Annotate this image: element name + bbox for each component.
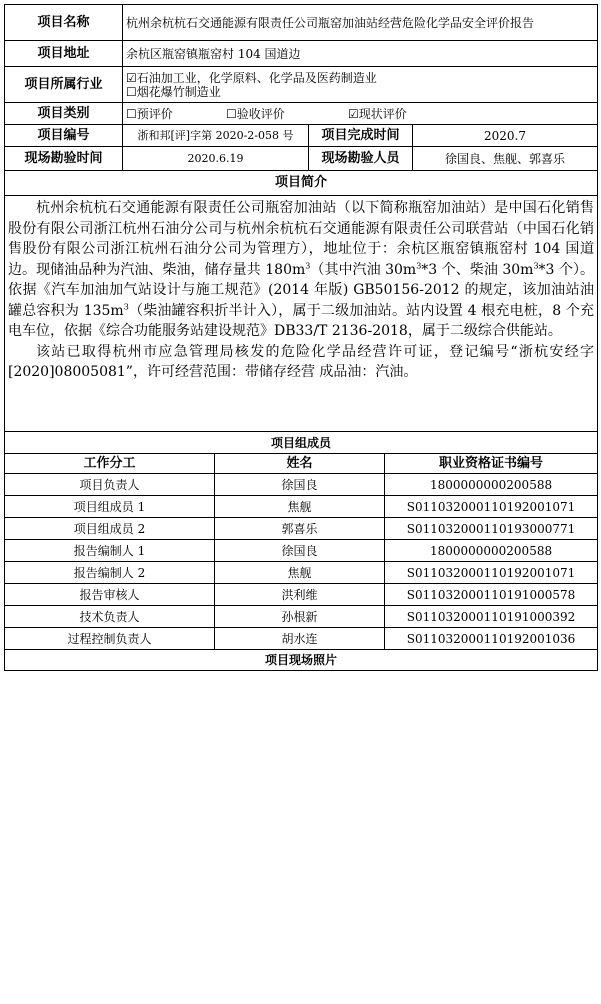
- project-type-label: 项目类别: [5, 103, 123, 125]
- project-info-table: [4, 4, 598, 432]
- members-header-cert: 职业资格证书编号: [385, 454, 598, 474]
- survey-time-value: 2020.6.19: [123, 147, 309, 171]
- table-row: 项目负责人 徐国良 1800000000200588: [5, 474, 598, 496]
- document-page: [4, 4, 597, 671]
- type-option-acceptance: ☐验收评价: [226, 106, 285, 121]
- project-number-value: 浙和邦[评]字第 2020-2-058 号: [123, 125, 309, 147]
- type-option-pre: ☐预评价: [126, 106, 173, 121]
- intro-title: 项目简介: [5, 171, 598, 196]
- project-address-label: 项目地址: [5, 41, 123, 67]
- photos-title: 项目现场照片: [5, 650, 598, 671]
- members-header-name: 姓名: [215, 454, 385, 474]
- complete-time-label: 项目完成时间: [309, 125, 413, 147]
- table-row: 技术负责人 孙根新 S011032000110191000392: [5, 606, 598, 628]
- project-type-options: [123, 103, 598, 125]
- project-name-value: 杭州余杭杭石交通能源有限责任公司瓶窑加油站经营危险化学品安全评价报告: [123, 5, 598, 41]
- project-industry-options: [123, 67, 598, 103]
- table-row: 报告审核人 洪利维 S011032000110191000578: [5, 584, 598, 606]
- intro-paragraph-1: 杭州余杭杭石交通能源有限责任公司瓶窑加油站（以下简称瓶窑加油站）是中国石化销售股份有限公司浙江杭州石油分公司与杭州余杭杭石交通能源有限责任公司联营站（中国石化销售股份有限公司浙江杭州石油分公司为管理方），地址位于：余杭区瓶窑镇瓶窑村 104 国道边。现储油品种为汽油、柴油，储存量共 $180m^3$（其中汽油 $30m^3*3$ 个、柴油 $30m^3*3$ 个）。依据《汽车加油加气站设计与施工规范》(2014 年版) GB50156-2012 的规定，该加油站油罐总容积为 $135m^3$（柴油罐容积折半计入），属于二级加油站。站内设置 4 根充电桩，8 个充电车位，依据《综合功能服务站建设规范》DB33/T 2136-2018，属于二级综合供能站。: [8, 200, 595, 339]
- table-row: 过程控制负责人 胡水连 S011032000110192001036: [5, 628, 598, 650]
- project-number-label: 项目编号: [5, 125, 123, 147]
- type-option-status: ☑现状评价: [348, 106, 407, 121]
- table-row: 项目组成员 2 郭喜乐 S011032000110193000771: [5, 518, 598, 540]
- complete-time-value: 2020.7: [413, 125, 598, 147]
- unchecked-box-icon: ☐: [226, 106, 237, 121]
- project-name-label: 项目名称: [5, 5, 123, 41]
- industry-option-petrochem: ☑石油加工业，化学原料、化学品及医药制造业: [126, 70, 377, 85]
- survey-people-label: 现场勘验人员: [309, 147, 413, 171]
- table-row: 报告编制人 2 焦舰 S011032000110192001071: [5, 562, 598, 584]
- members-header-role: 工作分工: [5, 454, 215, 474]
- intro-text: [5, 196, 598, 432]
- industry-option-fireworks: ☐烟花爆竹制造业: [126, 84, 221, 99]
- unchecked-box-icon: ☐: [126, 84, 137, 99]
- checked-box-icon: ☑: [126, 70, 137, 85]
- table-row: 项目组成员 1 焦舰 S011032000110192001071: [5, 496, 598, 518]
- unchecked-box-icon: ☐: [126, 106, 137, 121]
- project-address-value: 余杭区瓶窑镇瓶窑村 104 国道边: [123, 41, 598, 67]
- checked-box-icon: ☑: [348, 106, 359, 121]
- project-industry-label: 项目所属行业: [5, 67, 123, 103]
- members-title: 项目组成员: [5, 432, 598, 454]
- table-row: 报告编制人 1 徐国良 1800000000200588: [5, 540, 598, 562]
- members-table: [4, 431, 598, 671]
- survey-time-label: 现场勘验时间: [5, 147, 123, 171]
- survey-people-value: 徐国良、焦舰、郭喜乐: [413, 147, 598, 171]
- intro-paragraph-2: 该站已取得杭州市应急管理局核发的危险化学品经营许可证，登记编号“浙杭安经字[2020]08005081”，许可经营范围：带储存经营 成品油：汽油。: [8, 343, 595, 380]
